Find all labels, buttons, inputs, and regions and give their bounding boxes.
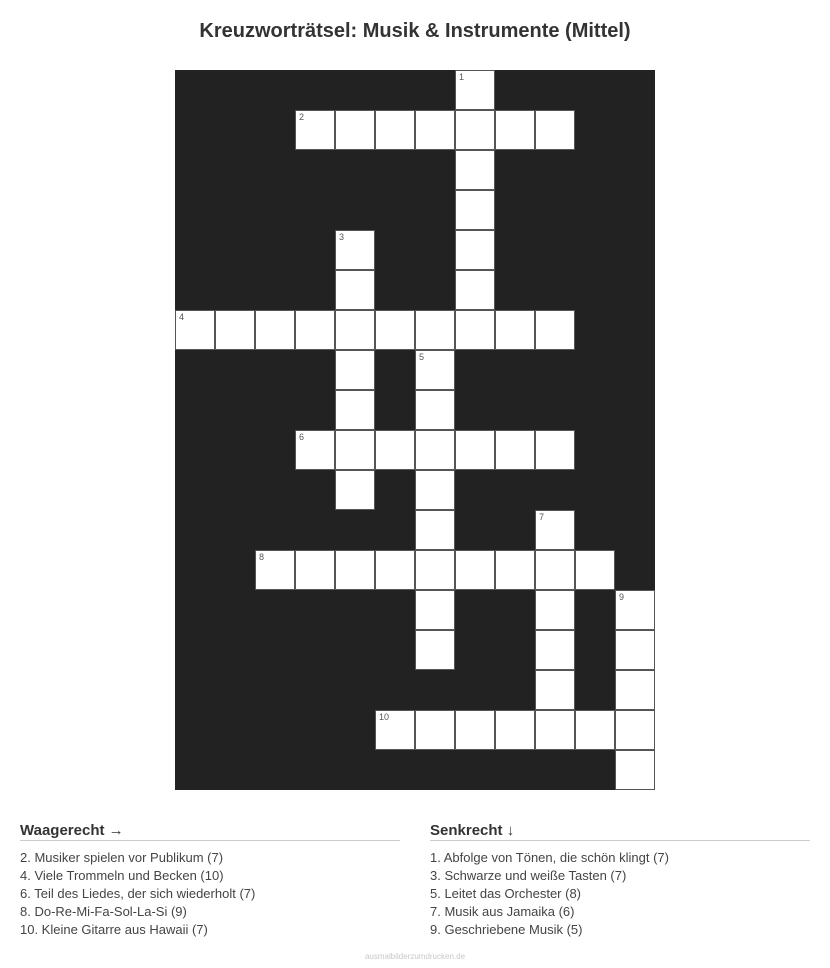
clue-number: 2 — [299, 112, 305, 122]
crossword-cell[interactable] — [255, 310, 295, 350]
crossword-cell[interactable] — [455, 430, 495, 470]
crossword-cell[interactable] — [455, 710, 495, 750]
crossword-cell[interactable] — [615, 630, 655, 670]
clue-across: 6. Teil des Liedes, der sich wiederholt (7) — [20, 886, 256, 901]
crossword-cell[interactable] — [535, 430, 575, 470]
clue-down: 7. Musik aus Jamaika (6) — [430, 904, 575, 919]
crossword-cell[interactable] — [535, 590, 575, 630]
crossword-cell[interactable] — [415, 510, 455, 550]
crossword-cell[interactable] — [375, 430, 415, 470]
crossword-cell[interactable] — [255, 550, 295, 590]
crossword-cell[interactable] — [575, 550, 615, 590]
down-heading: Senkrecht ↓ — [430, 822, 810, 841]
down-clues-section — [430, 822, 810, 939]
crossword-cell[interactable] — [335, 230, 375, 270]
crossword-cell[interactable] — [335, 550, 375, 590]
crossword-grid — [175, 70, 655, 790]
crossword-cell[interactable] — [535, 710, 575, 750]
crossword-cell[interactable] — [375, 110, 415, 150]
clue-down: 3. Schwarze und weiße Tasten (7) — [430, 868, 627, 883]
crossword-cell[interactable] — [455, 110, 495, 150]
crossword-cell[interactable] — [335, 470, 375, 510]
clue-number: 6 — [299, 432, 305, 442]
down-clue-list — [430, 849, 810, 939]
crossword-cell[interactable] — [415, 550, 455, 590]
crossword-cell[interactable] — [615, 750, 655, 790]
across-clues-section — [20, 822, 400, 939]
crossword-cell[interactable] — [455, 150, 495, 190]
crossword-cell[interactable] — [335, 110, 375, 150]
clue-number: 3 — [339, 232, 345, 242]
crossword-cell[interactable] — [175, 310, 215, 350]
clue-across: 2. Musiker spielen vor Publikum (7) — [20, 850, 224, 865]
crossword-cell[interactable] — [455, 70, 495, 110]
clue-across: 8. Do-Re-Mi-Fa-Sol-La-Si (9) — [20, 904, 187, 919]
crossword-cell[interactable] — [415, 590, 455, 630]
crossword-cell[interactable] — [615, 670, 655, 710]
crossword-cell[interactable] — [455, 230, 495, 270]
crossword-cell[interactable] — [535, 310, 575, 350]
crossword-cell[interactable] — [455, 270, 495, 310]
crossword-cell[interactable] — [375, 710, 415, 750]
crossword-cell[interactable] — [415, 430, 455, 470]
page-title: Kreuzworträtsel: Musik & Instrumente (Mittel) — [199, 20, 631, 42]
clue-number: 1 — [459, 72, 465, 82]
clue-down: 1. Abfolge von Tönen, die schön klingt (7) — [430, 850, 669, 865]
clue-down: 5. Leitet das Orchester (8) — [430, 886, 582, 901]
crossword-cell[interactable] — [455, 310, 495, 350]
crossword-cell[interactable] — [415, 470, 455, 510]
crossword-cell[interactable] — [615, 590, 655, 630]
crossword-cell[interactable] — [495, 550, 535, 590]
crossword-cell[interactable] — [495, 110, 535, 150]
crossword-cell[interactable] — [575, 710, 615, 750]
crossword-cell[interactable] — [335, 270, 375, 310]
crossword-cell[interactable] — [335, 390, 375, 430]
clue-number: 4 — [179, 312, 185, 322]
crossword-cell[interactable] — [335, 310, 375, 350]
crossword-cell[interactable] — [535, 630, 575, 670]
clue-number: 7 — [539, 512, 545, 522]
across-heading: Waagerecht → — [20, 822, 400, 841]
crossword-cell[interactable] — [415, 390, 455, 430]
crossword-cell[interactable] — [415, 710, 455, 750]
crossword-cell[interactable] — [495, 430, 535, 470]
crossword-cell[interactable] — [295, 310, 335, 350]
crossword-cell[interactable] — [295, 110, 335, 150]
crossword-cell[interactable] — [535, 670, 575, 710]
crossword-cell[interactable] — [375, 310, 415, 350]
clue-across: 10. Kleine Gitarre aus Hawaii (7) — [20, 922, 208, 937]
crossword-cell[interactable] — [455, 550, 495, 590]
crossword-cell[interactable] — [415, 630, 455, 670]
crossword-cell[interactable] — [495, 310, 535, 350]
clue-number: 9 — [619, 592, 625, 602]
crossword-cell[interactable] — [295, 550, 335, 590]
crossword-cell[interactable] — [495, 710, 535, 750]
crossword-cell[interactable] — [455, 190, 495, 230]
crossword-cell[interactable] — [535, 550, 575, 590]
crossword-cell[interactable] — [335, 350, 375, 390]
clue-number: 10 — [379, 712, 390, 722]
footer-watermark: ausmalbilderzumdrucken.de — [364, 952, 466, 961]
clue-number: 8 — [259, 552, 265, 562]
crossword-cell[interactable] — [335, 430, 375, 470]
crossword-cell[interactable] — [615, 710, 655, 750]
clue-down: 9. Geschriebene Musik (5) — [430, 922, 583, 937]
crossword-cell[interactable] — [375, 550, 415, 590]
crossword-cell[interactable] — [535, 510, 575, 550]
clue-across: 4. Viele Trommeln und Becken (10) — [20, 868, 224, 883]
crossword-cell[interactable] — [415, 310, 455, 350]
crossword-cell[interactable] — [215, 310, 255, 350]
across-clue-list — [20, 849, 400, 939]
crossword-cell[interactable] — [415, 350, 455, 390]
clue-number: 5 — [419, 352, 425, 362]
crossword-cell[interactable] — [535, 110, 575, 150]
crossword-cell[interactable] — [295, 430, 335, 470]
crossword-cell[interactable] — [415, 110, 455, 150]
